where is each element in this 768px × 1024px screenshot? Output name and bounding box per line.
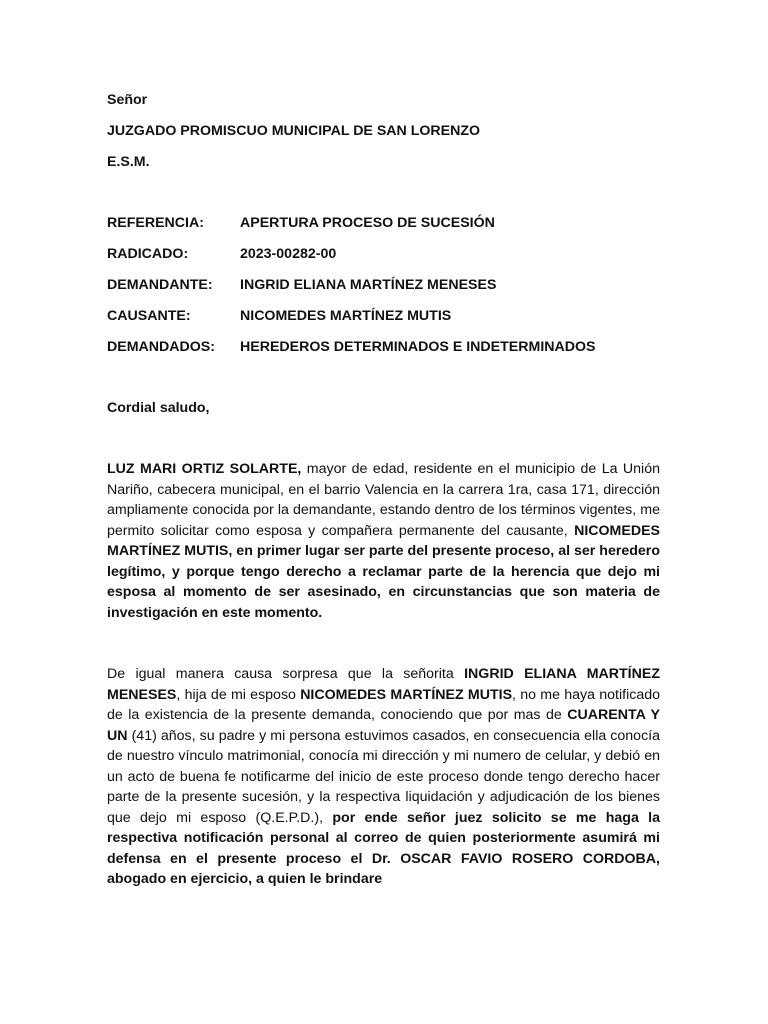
text-run: (41) años, su padre y mi persona estuvimos casados, en consecuencia ella conocía de nuestro vínculo matrimonial, conocía mi dirección y mi numero de celular, y debió en un acto de buena fe notificarme del inicio de este proceso donde tengo derecho hacer parte de la presente sucesión, y la respectiva liquidación y adjudicación de los bienes que dejo mi esposo (Q.E.P.D.), [107,727,660,826]
demandante-label: DEMANDANTE: [107,277,213,293]
reference-row [107,213,660,244]
bold-text-run: INGRID ELIANA MARTÍNEZ MENESES [107,666,660,703]
court-name: JUZGADO PROMISCUO MUNICIPAL DE SAN LORENZO [107,123,481,139]
text-run: De igual manera causa sorpresa que la señorita [107,666,465,682]
radicado-value: 2023-00282-00 [240,246,337,262]
greeting: Cordial saludo, [107,400,210,416]
causante-label: CAUSANTE: [107,308,191,324]
esm-line: E.S.M. [107,154,150,170]
reference-value: APERTURA PROCESO DE SUCESIÓN [240,215,495,231]
text-run: mayor de edad, residente en el municipio de La Unión Nariño, cabecera municipal, en el barrio Valencia en la carrera 1ra, casa 171, dirección ampliamente conocida por la demandante, estando dentro de los términos vigentes, me permito solicitar como esposa y compañera permanente del causante, [107,461,660,539]
radicado-row [107,244,660,275]
salutation-to: Señor [107,92,148,108]
text-run: , hija de mi esposo [176,686,301,703]
spacer [107,368,660,398]
demandante-row [107,275,660,306]
bold-text-run: CUARENTA Y UN [107,707,661,744]
spacer [107,429,660,459]
bold-text-run: NICOMEDES MARTÍNEZ MUTIS, en primer lugar ser parte del presente proceso, al ser heredero legítimo, y porque tengo derecho a reclamar parte de la herencia que dejo mi esposa al momento de ser asesinado, en circunstancias que son materia de investigación en este momento. [107,522,660,621]
text-run: , no me haya notificado de la existencia de la presente demanda, conociendo que por mas de [107,686,660,723]
demandados-label: DEMANDADOS: [107,339,215,355]
document-page [107,90,660,890]
demandados-value: HEREDEROS DETERMINADOS E INDETERMINADOS [240,339,596,355]
demandados-row [107,337,660,368]
spacer [107,183,660,213]
demandante-value: INGRID ELIANA MARTÍNEZ MENESES [240,277,497,293]
spacer [107,623,660,664]
reference-block [107,213,660,368]
body-paragraph-1 [107,459,660,623]
reference-label: REFERENCIA: [107,215,204,231]
body-paragraph-2 [107,664,660,890]
bold-text-run: por ende señor juez solicito se me haga la respectiva notificación personal al correo de quien posteriormente asumirá mi defensa en el presente proceso el Dr. OSCAR FAVIO ROSERO CORDOBA, abogado en ejercicio, a quien le brindare [107,809,661,887]
bold-text-run: NICOMEDES MARTÍNEZ MUTIS [300,686,513,703]
causante-value: NICOMEDES MARTÍNEZ MUTIS [240,308,452,324]
bold-text-run: LUZ MARI ORTIZ SOLARTE, [107,461,302,477]
causante-row [107,306,660,337]
radicado-label: RADICADO: [107,246,189,262]
